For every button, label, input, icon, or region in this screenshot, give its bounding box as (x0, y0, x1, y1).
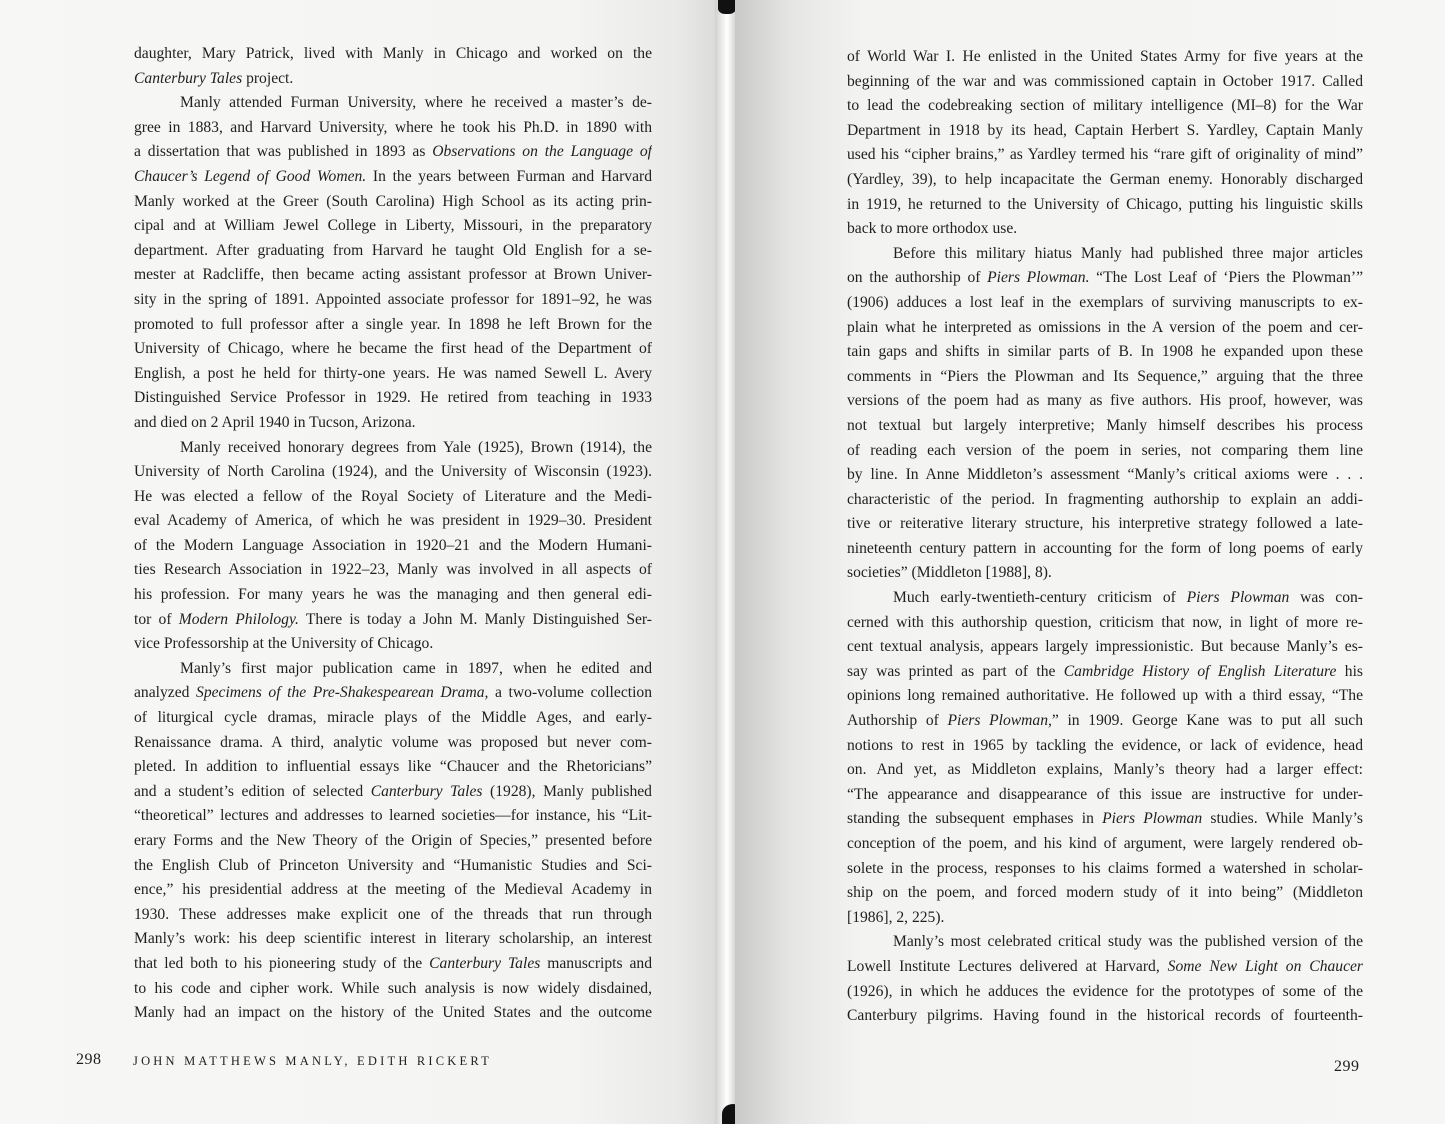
text-line: “theoretical” lectures and addresses to learned societies—for instance, his “Lit- (134, 807, 652, 825)
text-line: cent textual analysis, appears largely impressionistic. But because Manly’s es- (847, 638, 1363, 656)
text-line: and a student’s edition of selected Canterbury Tales (1928), Manly published (134, 782, 652, 800)
text-line: department. After graduating from Harvard he taught Old English for a se- (134, 241, 652, 259)
left-page (0, 0, 715, 1124)
text-line: of liturgical cycle dramas, miracle plays of the Middle Ages, and early- (134, 709, 652, 727)
text-line: Manly received honorary degrees from Yale (1925), Brown (1914), the (180, 438, 652, 456)
text-line: nineteenth century pattern in accounting for the form of long poems of early (847, 539, 1363, 557)
text-line: of World War I. He enlisted in the United States Army for five years at the (847, 48, 1363, 65)
text-line: vice Professorship at the University of Chicago. (134, 635, 434, 653)
text-line: beginning of the war and was commissioned captain in October 1917. Called (847, 72, 1363, 90)
text-line: conception of the poem, and his kind of argument, were largely rendered ob- (847, 835, 1363, 852)
text-line: daughter, Mary Patrick, lived with Manly in Chicago and worked on the (134, 45, 652, 62)
text-line: versions of the poem had as many as five authors. His proof, however, was (847, 392, 1363, 410)
text-line: [1986], 2, 225). (847, 908, 945, 926)
book-gutter (715, 0, 735, 1124)
text-line: standing the subsequent emphases in Piers Plowman studies. While Manly’s (847, 810, 1363, 828)
text-line: Manly’s work: his deep scientific interest in literary scholarship, an interest (134, 930, 652, 948)
text-line: sity in the spring of 1891. Appointed associate professor for 1891–92, he was (134, 290, 652, 308)
text-line: Manly worked at the Greer (South Carolina) High School as its acting prin- (134, 192, 652, 210)
text-line: Department in 1918 by its head, Captain Herbert S. Yardley, Captain Manly (847, 121, 1363, 139)
text-line: not textual but largely interpretive; Manly himself describes his process (847, 416, 1363, 434)
text-line: characteristic of the period. In fragmenting authorship to explain an addi- (847, 490, 1363, 508)
text-line: erary Forms and the New Theory of the Origin of Species,” presented before (134, 832, 652, 849)
text-line: used his “cipher brains,” as Yardley termed his “rare gift of originality of mind” (847, 146, 1363, 164)
text-line: gree in 1883, and Harvard University, where he took his Ph.D. in 1890 with (134, 118, 652, 136)
text-line: opinions long remained authoritative. He followed up with a third essay, “The (847, 687, 1363, 705)
text-line: Much early-twentieth-century criticism of Piers Plowman was con- (893, 589, 1363, 607)
text-line: mester at Radcliffe, then became acting assistant professor at Brown Univer- (134, 266, 652, 284)
text-line: Manly’s most celebrated critical study was the published version of the (893, 933, 1363, 951)
binding-shadow-top (718, 0, 736, 14)
text-line: of the Modern Language Association in 1920–21 and the Modern Humani- (134, 536, 652, 554)
text-line: (1906) adduces a lost leaf in the exemplars of surviving manuscripts to ex- (847, 293, 1363, 311)
text-line: a dissertation that was published in 1893 as Observations on the Language of (134, 143, 652, 161)
text-line: on. And yet, as Middleton explains, Manly’s theory had a larger effect: (847, 761, 1363, 779)
text-line: English, a post he held for thirty-one years. He was named Sewell L. Avery (134, 364, 652, 382)
text-line: ship on the poem, and forced modern study of it into being” (Middleton (847, 884, 1363, 902)
left-page-body (134, 42, 652, 1026)
text-line: Distinguished Service Professor in 1929. He retired from teaching in 1933 (134, 389, 652, 407)
page-number-left: 298 (76, 1051, 102, 1068)
text-line: eval Academy of America, of which he was president in 1929–30. President (134, 512, 652, 530)
text-line: Manly had an impact on the history of the United States and the outcome (134, 1004, 652, 1022)
text-line: Chaucer’s Legend of Good Women. In the years between Furman and Harvard (134, 167, 652, 185)
text-line: by line. In Anne Middleton’s assessment “Manly’s critical axioms were . . . (847, 466, 1363, 484)
text-line: that led both to his pioneering study of the Canterbury Tales manuscripts and (134, 954, 652, 972)
text-line: his profession. For many years he was the managing and then general edi- (134, 586, 652, 604)
text-line: Lowell Institute Lectures delivered at Harvard, Some New Light on Chaucer (847, 957, 1363, 975)
right-page-body (847, 45, 1363, 1029)
running-head: JOHN MATTHEWS MANLY, EDITH RICKERT (133, 1054, 492, 1068)
text-line: “The appearance and disappearance of this issue are instructive for under- (847, 785, 1363, 803)
text-line: to lead the codebreaking section of military intelligence (MI–8) for the War (847, 97, 1363, 115)
text-line: promoted to full professor after a single year. In 1898 he left Brown for the (134, 315, 652, 333)
text-line: ence,” his presidential address at the meeting of the Medieval Academy in (134, 881, 652, 899)
text-line: Manly’s first major publication came in 1897, when he edited and (180, 659, 652, 677)
text-line: Canterbury pilgrims. Having found in the historical records of fourteenth- (847, 1007, 1363, 1025)
text-line: solete in the process, responses to his claims formed a watershed in scholar- (847, 859, 1363, 877)
text-line: He was elected a fellow of the Royal Society of Literature and the Medi- (134, 487, 652, 505)
text-line: in 1919, he returned to the University of Chicago, putting his linguistic skills (847, 195, 1363, 213)
text-line: societies” (Middleton [1988], 8). (847, 564, 1052, 582)
text-line: Before this military hiatus Manly had published three major articles (893, 244, 1363, 262)
text-line: the English Club of Princeton University and “Humanistic Studies and Sci- (134, 856, 652, 874)
text-line: tor of Modern Philology. There is today a John M. Manly Distinguished Ser- (134, 610, 652, 628)
text-line: Renaissance drama. A third, analytic volume was proposed but never com- (134, 733, 652, 751)
text-line: Authorship of Piers Plowman,” in 1909. George Kane was to put all such (847, 712, 1363, 730)
text-line: on the authorship of Piers Plowman. “The Lost Leaf of ‘Piers the Plowman’” (847, 269, 1363, 287)
text-line: 1930. These addresses make explicit one of the threads that run through (134, 905, 652, 923)
text-line: back to more orthodox use. (847, 220, 1018, 238)
text-line: notions to rest in 1965 by tackling the evidence, or lack of evidence, head (847, 736, 1363, 754)
text-line: University of North Carolina (1924), and the University of Wisconsin (1923). (134, 463, 652, 481)
text-line: University of Chicago, where he became the first head of the Department of (134, 340, 652, 358)
text-line: ties Research Association in 1922–23, Manly was involved in all aspects of (134, 561, 652, 579)
text-line: and died on 2 April 1940 in Tucson, Arizona. (134, 413, 416, 431)
text-line: (Yardley, 39), to help incapacitate the German enemy. Honorably discharged (847, 170, 1363, 188)
text-line: pleted. In addition to influential essays like “Chaucer and the Rhetoricians” (134, 758, 652, 776)
text-line: cerned with this authorship question, criticism that now, in light of more re- (847, 613, 1363, 631)
text-line: Manly attended Furman University, where he received a master’s de- (180, 94, 652, 112)
text-line: say was printed as part of the Cambridge History of English Literature his (847, 662, 1363, 680)
right-page (735, 0, 1445, 1124)
text-line: Canterbury Tales project. (134, 69, 294, 87)
text-line: tive or reiterative literary structure, his interpretive strategy followed a late- (847, 515, 1363, 533)
text-line: of reading each version of the poem in series, not comparing them line (847, 441, 1363, 459)
text-line: plain what he interpreted as omissions in the A version of the poem and cer- (847, 318, 1363, 336)
text-line: (1926), in which he adduces the evidence for the prototypes of some of the (847, 982, 1363, 1000)
text-line: cipal and at William Jewel College in Liberty, Missouri, in the preparatory (134, 217, 652, 235)
text-line: comments in “Piers the Plowman and Its Sequence,” arguing that the three (847, 367, 1363, 385)
page-number-right: 299 (1334, 1058, 1360, 1075)
text-line: tain gaps and shifts in similar parts of B. In 1908 he expanded upon these (847, 343, 1363, 361)
text-line: analyzed Specimens of the Pre-Shakespearean Drama, a two-volume collection (134, 684, 652, 702)
text-line: to his code and cipher work. While such analysis is now widely disdained, (134, 979, 652, 997)
